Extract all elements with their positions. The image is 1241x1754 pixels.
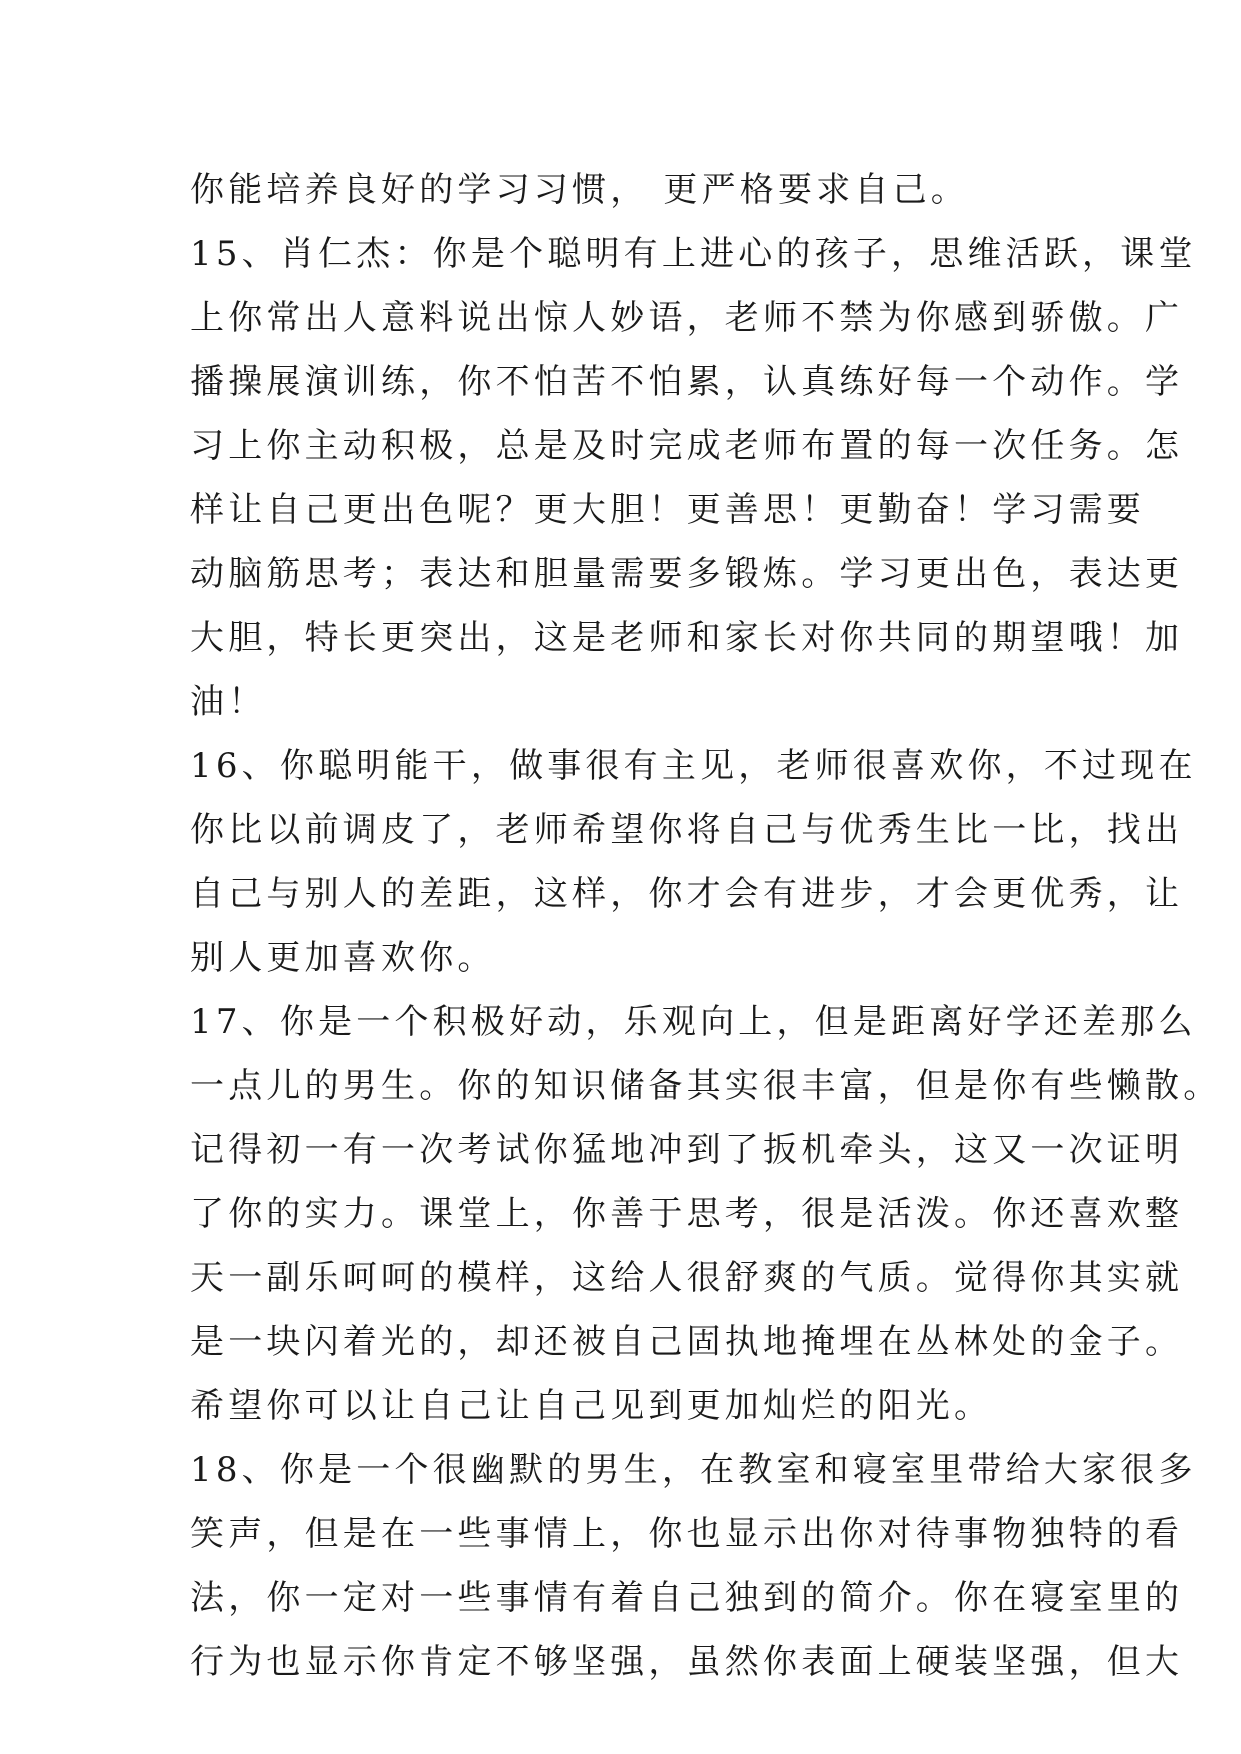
text-line: 18、你是一个很幽默的男生，在教室和寝室里带给大家很多 — [190, 1450, 1197, 1490]
text-line: 播操展演训练，你不怕苦不怕累，认真练好每一个动作。学 — [190, 362, 1184, 402]
text-line: 习上你主动积极，总是及时完成老师布置的每一次任务。怎 — [190, 426, 1184, 466]
text-line: 你能培养良好的学习习惯， 更严格要求自己。 — [190, 170, 970, 210]
text-line: 一点儿的男生。你的知识储备其实很丰富，但是你有些懒散。 — [190, 1066, 1222, 1106]
text-line: 样让自己更出色呢？更大胆！更善思！更勤奋！学习需要 — [190, 490, 1145, 530]
text-line: 笑声，但是在一些事情上，你也显示出你对待事物独特的看 — [190, 1514, 1184, 1554]
text-line: 16、你聪明能干，做事很有主见，老师很喜欢你，不过现在 — [190, 746, 1197, 786]
text-line: 大胆，特长更突出，这是老师和家长对你共同的期望哦！加 — [190, 618, 1184, 658]
text-line: 了你的实力。课堂上，你善于思考，很是活泼。你还喜欢整 — [190, 1194, 1184, 1234]
text-line: 动脑筋思考；表达和胆量需要多锻炼。学习更出色，表达更 — [190, 554, 1184, 594]
text-line: 上你常出人意料说出惊人妙语，老师不禁为你感到骄傲。广 — [190, 298, 1184, 338]
text-line: 15、肖仁杰：你是个聪明有上进心的孩子，思维活跃，课堂 — [190, 234, 1197, 274]
text-line: 希望你可以让自己让自己见到更加灿烂的阳光。 — [190, 1386, 993, 1426]
text-line: 自己与别人的差距，这样，你才会有进步，才会更优秀，让 — [190, 874, 1184, 914]
document-body — [190, 158, 1222, 1694]
text-line: 17、你是一个积极好动，乐观向上，但是距离好学还差那么 — [190, 1002, 1197, 1042]
text-line: 法，你一定对一些事情有着自己独到的简介。你在寝室里的 — [190, 1578, 1184, 1618]
text-line: 天一副乐呵呵的模样，这给人很舒爽的气质。觉得你其实就 — [190, 1258, 1184, 1298]
text-line: 记得初一有一次考试你猛地冲到了扳机牵头，这又一次证明 — [190, 1130, 1184, 1170]
text-line: 油！ — [190, 682, 267, 722]
text-line: 你比以前调皮了，老师希望你将自己与优秀生比一比，找出 — [190, 810, 1184, 850]
text-line: 行为也显示你肯定不够坚强，虽然你表面上硬装坚强，但大 — [190, 1642, 1184, 1682]
text-line: 是一块闪着光的，却还被自己固执地掩埋在丛林处的金子。 — [190, 1322, 1184, 1362]
text-line: 别人更加喜欢你。 — [190, 938, 496, 978]
